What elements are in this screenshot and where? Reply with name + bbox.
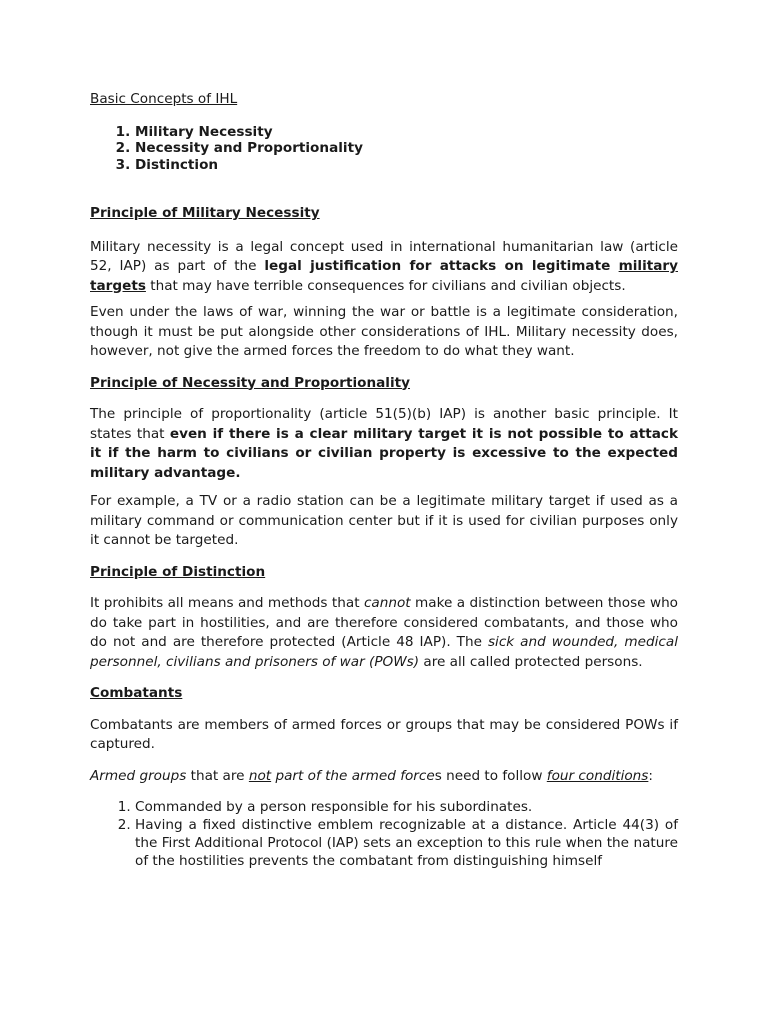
text-run: that are [186,767,249,784]
text-run: The principle of proportionality (article 51(5)(b) IAP) is another basic principle. It states that [90,406,678,442]
paragraph [90,405,678,483]
conditions-list [90,798,678,870]
concepts-list [90,124,678,174]
document-title: Basic Concepts of IHL [90,91,238,107]
text-run-bold: even if there is a clear military target it is not possible to attack it if the harm to civilians or civilian property is excessive to the expected military advantage. [90,425,678,481]
concept-item: 2. Necessity and Proportionality [135,140,678,157]
concept-item: 1. Military Necessity [135,124,678,141]
text-run: s need to follow [434,767,547,784]
section-heading-military-necessity: Principle of Military Necessity [90,205,320,221]
text-run-italic-underline: four conditions [546,767,649,784]
concept-item: 3. Distinction [135,157,678,174]
condition-item: 2. Having a fixed distinctive emblem recognizable at a distance. Article 44(3) of the First Additional Protocol (IAP) sets an exception to this rule when the nature of the hostilities prevents the combatant from distinguishing himself [135,816,678,870]
text-run: make a distinction between those who do take part in hostilities, and are therefore considered combatants, and those who do not and are therefore protected (Article 48 IAP). The [90,595,679,650]
text-run: are all called protected persons. [419,653,643,670]
text-run-italic: sick and wounded, medical personnel, civilians and prisoners of war (POWs) [90,634,678,670]
text-run-italic: part of the armed force [271,767,435,784]
paragraph [90,767,678,787]
text-run-italic: Armed groups [90,767,187,784]
paragraph: Even under the laws of war, winning the war or battle is a legitimate consideration, though it must be put alongside other considerations of IHL. Military necessity does, however, not give the armed forces the freedom to do what they want. [90,304,678,359]
paragraph [90,594,678,672]
text-run: : [648,767,653,784]
paragraph [90,238,678,297]
text-run: Military necessity is a legal concept used in international humanitarian law (article 52, IAP) as part of the [90,238,678,274]
text-run: that may have terrible consequences for civilians and civilian objects. [145,277,626,294]
document-page [90,90,678,870]
text-run: It prohibits all means and methods that [90,595,364,611]
section-heading-necessity-proportionality: Principle of Necessity and Proportionality [90,374,410,391]
condition-item: 1. Commanded by a person responsible for his subordinates. [135,798,678,816]
text-run-italic-underline: not [248,767,272,784]
section-heading-combatants: Combatants [90,685,183,701]
section-heading-distinction: Principle of Distinction [90,563,266,580]
text-run-bold-underline: military targets [90,258,678,294]
paragraph: For example, a TV or a radio station can be a legitimate military target if used as a military command or communication center but if it is used for civilian purposes only it cannot be targeted. [90,493,678,548]
paragraph: Combatants are members of armed forces or groups that may be considered POWs if captured. [90,716,678,752]
text-run-bold: legal justification for attacks on legitimate [264,258,619,274]
text-run-italic: cannot [363,595,411,611]
